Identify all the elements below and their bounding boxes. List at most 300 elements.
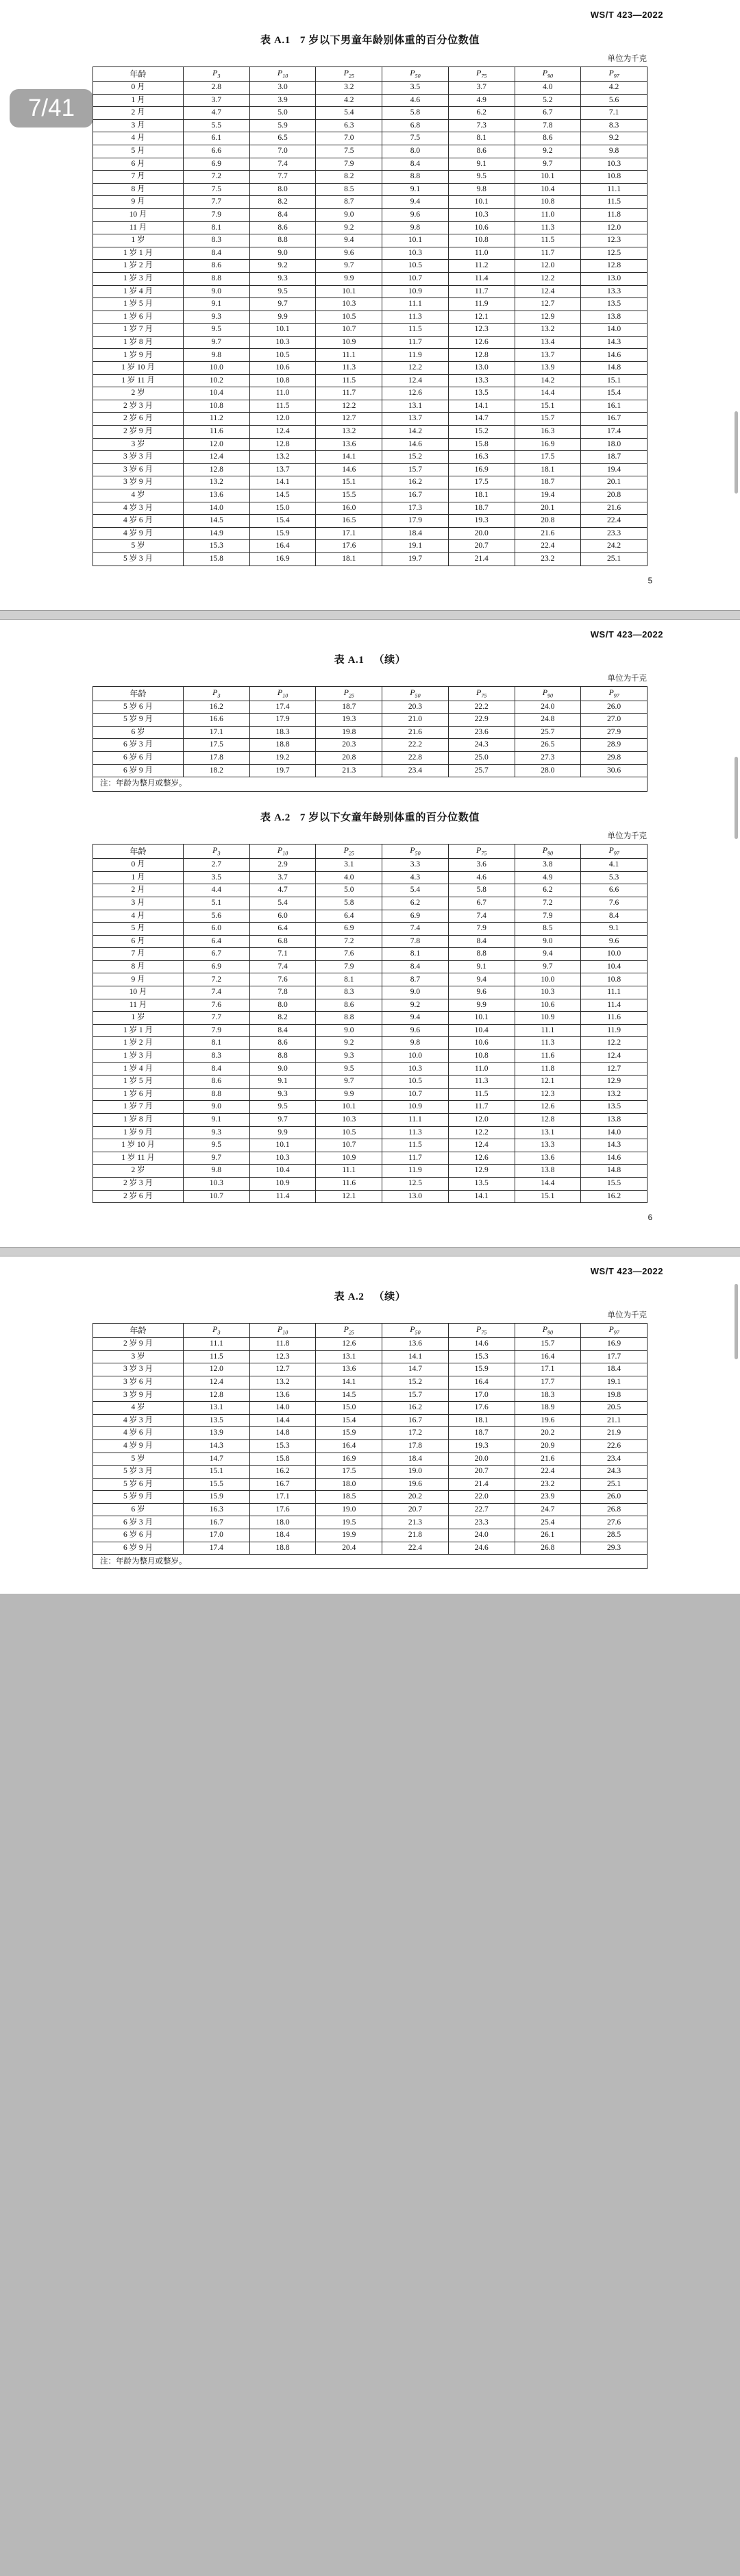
percentile-cell: 14.2	[382, 426, 449, 439]
table-row	[93, 234, 648, 247]
percentile-cell: 8.8	[184, 272, 250, 285]
percentile-cell: 14.0	[581, 324, 648, 337]
percentile-cell: 9.5	[184, 324, 250, 337]
percentile-cell: 15.8	[448, 438, 515, 451]
percentile-cell: 19.5	[316, 1516, 382, 1529]
column-header-p75: $P_{75}$	[448, 845, 515, 859]
page-number-5: 5	[648, 576, 652, 585]
percentile-cell: 11.7	[316, 387, 382, 400]
percentile-cell: 17.6	[249, 1503, 316, 1516]
percentile-cell: 10.4	[581, 960, 648, 973]
percentile-cell: 16.3	[515, 426, 581, 439]
age-cell: 3 岁 9 月	[93, 1389, 184, 1402]
percentile-cell: 9.9	[448, 999, 515, 1012]
percentile-cell: 9.9	[249, 311, 316, 324]
percentile-cell: 10.9	[382, 1101, 449, 1114]
percentile-cell: 13.5	[184, 1414, 250, 1427]
percentile-cell: 15.2	[382, 1376, 449, 1389]
table-title-a2	[0, 810, 740, 824]
percentile-cell: 10.0	[581, 948, 648, 961]
percentile-cell: 9.1	[249, 1076, 316, 1089]
percentile-cell: 15.1	[184, 1466, 250, 1479]
percentile-cell: 13.1	[382, 400, 449, 413]
percentile-cell: 17.9	[249, 714, 316, 727]
percentile-cell: 9.0	[249, 1062, 316, 1076]
percentile-cell: 20.7	[448, 1466, 515, 1479]
table-row	[93, 413, 648, 426]
percentile-cell: 10.8	[448, 1050, 515, 1063]
percentile-cell: 3.5	[184, 871, 250, 884]
column-header-p50: $P_{50}$	[382, 845, 449, 859]
table-row	[93, 960, 648, 973]
percentile-cell: 7.9	[316, 960, 382, 973]
percentile-cell: 11.1	[184, 1338, 250, 1351]
column-header-p90: $P_{90}$	[515, 845, 581, 859]
percentile-cell: 17.4	[581, 426, 648, 439]
age-cell: 10 月	[93, 208, 184, 221]
percentile-cell: 10.1	[382, 234, 449, 247]
table-row	[93, 935, 648, 948]
table-row	[93, 1529, 648, 1542]
percentile-cell: 14.1	[448, 400, 515, 413]
percentile-cell: 11.2	[184, 413, 250, 426]
age-cell: 1 岁 5 月	[93, 298, 184, 311]
column-header-p97: $P_{97}$	[581, 67, 648, 82]
percentile-cell: 8.6	[249, 1037, 316, 1050]
percentile-cell: 8.3	[184, 1050, 250, 1063]
percentile-cell: 14.5	[184, 515, 250, 528]
percentile-cell: 10.7	[184, 1190, 250, 1203]
percentile-cell: 5.3	[581, 871, 648, 884]
age-cell: 6 岁 6 月	[93, 1529, 184, 1542]
age-cell: 1 岁 11 月	[93, 374, 184, 387]
table-row	[93, 374, 648, 387]
table-footer	[93, 777, 648, 792]
percentile-cell: 17.5	[515, 451, 581, 464]
age-cell: 1 岁 9 月	[93, 1126, 184, 1139]
percentile-cell: 8.4	[184, 247, 250, 260]
percentile-cell: 11.0	[448, 247, 515, 260]
percentile-cell: 15.9	[316, 1427, 382, 1440]
age-cell: 4 岁 3 月	[93, 502, 184, 515]
age-cell: 5 月	[93, 923, 184, 936]
percentile-cell: 7.1	[249, 948, 316, 961]
percentile-cell: 13.0	[382, 1190, 449, 1203]
table-body	[93, 859, 648, 1203]
percentile-cell: 13.7	[515, 349, 581, 362]
percentile-cell: 15.1	[515, 1190, 581, 1203]
table-row	[93, 183, 648, 196]
percentile-cell: 12.0	[249, 413, 316, 426]
table-row	[93, 1389, 648, 1402]
table-title-a1-continued	[0, 652, 740, 666]
percentile-cell: 11.6	[581, 1012, 648, 1025]
percentile-cell: 12.4	[581, 1050, 648, 1063]
table-note-row	[93, 1555, 648, 1569]
table-row	[93, 1101, 648, 1114]
percentile-cell: 6.8	[249, 935, 316, 948]
percentile-cell: 16.2	[581, 1190, 648, 1203]
percentile-cell: 9.4	[448, 973, 515, 986]
table-row	[93, 1466, 648, 1479]
percentile-cell: 5.0	[316, 884, 382, 897]
age-cell: 2 岁	[93, 387, 184, 400]
percentile-cell: 18.4	[249, 1529, 316, 1542]
table-row	[93, 1126, 648, 1139]
percentile-cell: 19.2	[249, 751, 316, 764]
percentile-cell: 27.6	[581, 1516, 648, 1529]
column-header-p25: $P_{25}$	[316, 67, 382, 82]
column-header-p3: $P_3$	[184, 1324, 250, 1338]
table-note: 注：年龄为整月或整岁。	[93, 777, 648, 792]
percentile-cell: 11.7	[382, 336, 449, 349]
percentile-cell: 7.1	[581, 107, 648, 120]
percentile-cell: 14.8	[249, 1427, 316, 1440]
table-row	[93, 362, 648, 375]
age-cell: 3 岁 6 月	[93, 463, 184, 476]
table-row	[93, 986, 648, 999]
table-title-a1	[0, 32, 740, 47]
table-row	[93, 1363, 648, 1376]
percentile-cell: 12.4	[515, 285, 581, 298]
percentile-cell: 23.9	[515, 1491, 581, 1504]
percentile-cell: 11.7	[448, 1101, 515, 1114]
vertical-scrollbar[interactable]	[735, 411, 738, 494]
percentile-cell: 25.7	[448, 764, 515, 777]
percentile-cell: 13.2	[184, 476, 250, 489]
percentile-cell: 16.9	[249, 552, 316, 566]
percentile-cell: 19.1	[581, 1376, 648, 1389]
percentile-cell: 13.8	[581, 1114, 648, 1127]
column-header-p75: $P_{75}$	[448, 67, 515, 82]
percentile-cell: 12.9	[448, 1165, 515, 1178]
age-cell: 0 月	[93, 859, 184, 872]
percentile-cell: 10.3	[316, 1114, 382, 1127]
percentile-cell: 19.3	[316, 714, 382, 727]
percentile-cell: 15.9	[184, 1491, 250, 1504]
percentile-cell: 12.6	[515, 1101, 581, 1114]
table-row	[93, 1453, 648, 1466]
age-cell: 3 岁 3 月	[93, 451, 184, 464]
percentile-cell: 22.9	[448, 714, 515, 727]
percentile-cell: 9.5	[316, 1062, 382, 1076]
age-cell: 3 岁 3 月	[93, 1363, 184, 1376]
column-header-p25: $P_{25}$	[316, 1324, 382, 1338]
table-row	[93, 1542, 648, 1555]
percentile-cell: 27.0	[581, 714, 648, 727]
percentile-cell: 16.4	[316, 1439, 382, 1453]
table-row	[93, 107, 648, 120]
vertical-scrollbar[interactable]	[735, 1284, 738, 1359]
percentile-cell: 9.7	[515, 960, 581, 973]
column-header-p3: $P_3$	[184, 67, 250, 82]
percentile-cell: 18.0	[581, 438, 648, 451]
percentile-cell: 9.5	[184, 1139, 250, 1152]
age-cell: 8 月	[93, 960, 184, 973]
percentile-cell: 13.2	[581, 1088, 648, 1101]
percentile-cell: 13.3	[515, 1139, 581, 1152]
percentile-cell: 13.0	[581, 272, 648, 285]
percentile-cell: 8.4	[448, 935, 515, 948]
percentile-cell: 12.9	[515, 311, 581, 324]
standard-number-header: WS/T 423—2022	[590, 10, 663, 20]
column-header-p10: $P_{10}$	[249, 845, 316, 859]
percentile-cell: 26.8	[581, 1503, 648, 1516]
percentile-cell: 11.1	[382, 298, 449, 311]
percentile-cell: 10.1	[316, 285, 382, 298]
percentile-cell: 30.6	[581, 764, 648, 777]
age-cell: 1 岁 7 月	[93, 1101, 184, 1114]
percentile-cell: 8.8	[448, 948, 515, 961]
percentile-cell: 11.4	[448, 272, 515, 285]
percentile-cell: 5.5	[184, 119, 250, 132]
percentile-cell: 10.3	[382, 247, 449, 260]
age-cell: 4 月	[93, 132, 184, 145]
percentile-cell: 13.1	[515, 1126, 581, 1139]
percentile-cell: 8.6	[184, 1076, 250, 1089]
percentile-cell: 16.4	[249, 540, 316, 553]
percentile-cell: 11.1	[382, 1114, 449, 1127]
percentile-cell: 6.4	[316, 910, 382, 923]
percentile-cell: 20.1	[581, 476, 648, 489]
table-row	[93, 1024, 648, 1037]
percentile-cell: 13.2	[316, 426, 382, 439]
age-cell: 4 岁	[93, 489, 184, 502]
percentile-cell: 8.0	[382, 145, 449, 158]
age-cell: 5 岁 6 月	[93, 701, 184, 714]
percentile-cell: 13.2	[249, 1376, 316, 1389]
percentile-cell: 14.1	[249, 476, 316, 489]
percentile-cell: 8.6	[448, 145, 515, 158]
percentile-cell: 17.4	[184, 1542, 250, 1555]
percentile-cell: 11.3	[515, 221, 581, 234]
age-cell: 1 岁 2 月	[93, 260, 184, 273]
percentile-cell: 12.9	[581, 1076, 648, 1089]
percentile-cell: 9.0	[515, 935, 581, 948]
percentile-cell: 17.5	[448, 476, 515, 489]
percentile-cell: 16.9	[515, 438, 581, 451]
table-row	[93, 764, 648, 777]
percentile-cell: 16.7	[184, 1516, 250, 1529]
percentile-cell: 28.9	[581, 739, 648, 752]
percentile-cell: 16.7	[581, 413, 648, 426]
column-header-p25: $P_{25}$	[316, 845, 382, 859]
percentile-cell: 10.5	[382, 260, 449, 273]
percentile-cell: 5.0	[249, 107, 316, 120]
table-footer	[93, 1555, 648, 1569]
percentile-cell: 9.7	[184, 1152, 250, 1165]
percentile-cell: 10.8	[515, 196, 581, 209]
age-cell: 2 岁	[93, 1165, 184, 1178]
table-title-label: 表 A.2	[260, 812, 291, 824]
percentile-cell: 13.3	[448, 374, 515, 387]
percentile-cell: 8.1	[448, 132, 515, 145]
percentile-cell: 9.2	[581, 132, 648, 145]
percentile-cell: 18.7	[448, 502, 515, 515]
percentile-cell: 11.3	[515, 1037, 581, 1050]
percentile-cell: 26.5	[515, 739, 581, 752]
percentile-cell: 8.0	[249, 183, 316, 196]
percentile-cell: 11.5	[249, 400, 316, 413]
percentile-cell: 15.3	[249, 1439, 316, 1453]
table-row	[93, 426, 648, 439]
percentile-cell: 16.2	[249, 1466, 316, 1479]
percentile-cell: 15.0	[249, 502, 316, 515]
percentile-cell: 9.2	[249, 260, 316, 273]
percentile-cell: 9.0	[316, 208, 382, 221]
percentile-cell: 16.1	[581, 400, 648, 413]
percentile-cell: 20.4	[316, 1542, 382, 1555]
percentile-cell: 8.6	[249, 221, 316, 234]
percentile-cell: 12.4	[382, 374, 449, 387]
vertical-scrollbar[interactable]	[735, 757, 738, 839]
percentile-cell: 3.9	[249, 94, 316, 107]
age-cell: 1 岁 2 月	[93, 1037, 184, 1050]
percentile-cell: 7.8	[249, 986, 316, 999]
percentile-cell: 12.4	[184, 451, 250, 464]
percentile-cell: 7.6	[249, 973, 316, 986]
percentile-cell: 8.7	[382, 973, 449, 986]
page-separator	[0, 610, 740, 620]
percentile-cell: 9.8	[448, 183, 515, 196]
percentile-cell: 3.1	[316, 859, 382, 872]
percentile-cell: 19.3	[448, 515, 515, 528]
table-row	[93, 1012, 648, 1025]
percentile-cell: 20.8	[316, 751, 382, 764]
percentile-cell: 19.0	[316, 1503, 382, 1516]
table-a2-continued	[92, 1323, 648, 1569]
percentile-cell: 18.3	[249, 726, 316, 739]
unit-label-a2-continued: 单位为千克	[607, 1311, 647, 1320]
percentile-cell: 26.8	[515, 1542, 581, 1555]
table-a1-continued	[92, 686, 648, 792]
percentile-cell: 13.7	[249, 463, 316, 476]
age-cell: 4 岁 3 月	[93, 1414, 184, 1427]
percentile-cell: 7.7	[249, 171, 316, 184]
percentile-cell: 10.8	[249, 374, 316, 387]
percentile-cell: 9.5	[249, 285, 316, 298]
percentile-cell: 16.2	[382, 1402, 449, 1415]
percentile-cell: 20.3	[382, 701, 449, 714]
percentile-cell: 11.4	[249, 1190, 316, 1203]
percentile-cell: 17.5	[316, 1466, 382, 1479]
percentile-cell: 10.9	[316, 336, 382, 349]
percentile-cell: 12.0	[515, 260, 581, 273]
percentile-cell: 10.8	[184, 400, 250, 413]
table-row	[93, 515, 648, 528]
age-cell: 2 岁 6 月	[93, 413, 184, 426]
table-header-row	[93, 1324, 648, 1338]
age-cell: 2 岁 9 月	[93, 1338, 184, 1351]
percentile-cell: 6.0	[184, 923, 250, 936]
percentile-cell: 14.1	[316, 451, 382, 464]
percentile-cell: 18.1	[316, 552, 382, 566]
percentile-cell: 25.0	[448, 751, 515, 764]
percentile-cell: 11.3	[382, 1126, 449, 1139]
percentile-cell: 10.1	[448, 1012, 515, 1025]
percentile-cell: 12.3	[448, 324, 515, 337]
percentile-cell: 9.8	[581, 145, 648, 158]
percentile-cell: 8.6	[515, 132, 581, 145]
unit-label-a1: 单位为千克	[607, 55, 647, 63]
percentile-cell: 4.2	[581, 82, 648, 95]
percentile-cell: 9.4	[382, 196, 449, 209]
table-note: 注：年龄为整月或整岁。	[93, 1555, 648, 1569]
table-row	[93, 132, 648, 145]
percentile-cell: 9.9	[316, 1088, 382, 1101]
age-cell: 1 岁 9 月	[93, 349, 184, 362]
column-header-p90: $P_{90}$	[515, 67, 581, 82]
percentile-cell: 19.6	[515, 1414, 581, 1427]
percentile-cell: 10.3	[249, 1152, 316, 1165]
percentile-cell: 14.6	[581, 1152, 648, 1165]
age-cell: 3 月	[93, 897, 184, 910]
percentile-cell: 16.4	[448, 1376, 515, 1389]
column-header-p50: $P_{50}$	[382, 67, 449, 82]
percentile-cell: 9.1	[184, 298, 250, 311]
percentile-cell: 9.8	[382, 221, 449, 234]
percentile-cell: 12.5	[382, 1177, 449, 1190]
percentile-cell: 12.6	[448, 336, 515, 349]
percentile-cell: 19.1	[382, 540, 449, 553]
percentile-cell: 11.2	[448, 260, 515, 273]
percentile-cell: 14.4	[515, 1177, 581, 1190]
percentile-cell: 15.9	[249, 527, 316, 540]
percentile-cell: 10.1	[249, 1139, 316, 1152]
percentile-cell: 12.8	[581, 260, 648, 273]
age-cell: 5 岁 9 月	[93, 1491, 184, 1504]
percentile-cell: 15.7	[382, 463, 449, 476]
age-cell: 1 月	[93, 871, 184, 884]
percentile-cell: 5.8	[382, 107, 449, 120]
column-header-p90: $P_{90}$	[515, 686, 581, 701]
percentile-cell: 16.2	[184, 701, 250, 714]
age-cell: 1 岁 1 月	[93, 1024, 184, 1037]
document-page-6	[0, 620, 740, 1248]
column-header-p50: $P_{50}$	[382, 1324, 449, 1338]
table-row	[93, 171, 648, 184]
percentile-cell: 24.3	[448, 739, 515, 752]
percentile-cell: 6.6	[581, 884, 648, 897]
age-cell: 1 岁 3 月	[93, 1050, 184, 1063]
percentile-cell: 14.3	[184, 1439, 250, 1453]
percentile-cell: 6.2	[448, 107, 515, 120]
page-indicator-badge: 7/41	[10, 89, 93, 127]
percentile-cell: 19.4	[515, 489, 581, 502]
percentile-cell: 10.7	[382, 1088, 449, 1101]
age-cell: 6 月	[93, 158, 184, 171]
percentile-cell: 18.5	[316, 1491, 382, 1504]
percentile-cell: 3.5	[382, 82, 449, 95]
age-cell: 1 岁 5 月	[93, 1076, 184, 1089]
age-cell: 1 岁 3 月	[93, 272, 184, 285]
percentile-cell: 25.1	[581, 552, 648, 566]
percentile-cell: 17.4	[249, 701, 316, 714]
age-cell: 6 岁 6 月	[93, 751, 184, 764]
table-row	[93, 1165, 648, 1178]
percentile-cell: 11.5	[448, 1088, 515, 1101]
percentile-cell: 12.5	[581, 247, 648, 260]
table-header-row	[93, 845, 648, 859]
percentile-cell: 8.5	[316, 183, 382, 196]
percentile-cell: 16.3	[448, 451, 515, 464]
percentile-cell: 14.0	[581, 1126, 648, 1139]
percentile-cell: 17.1	[249, 1491, 316, 1504]
percentile-cell: 28.5	[581, 1529, 648, 1542]
column-header-p10: $P_{10}$	[249, 67, 316, 82]
percentile-cell: 7.2	[515, 897, 581, 910]
percentile-cell: 21.4	[448, 1478, 515, 1491]
